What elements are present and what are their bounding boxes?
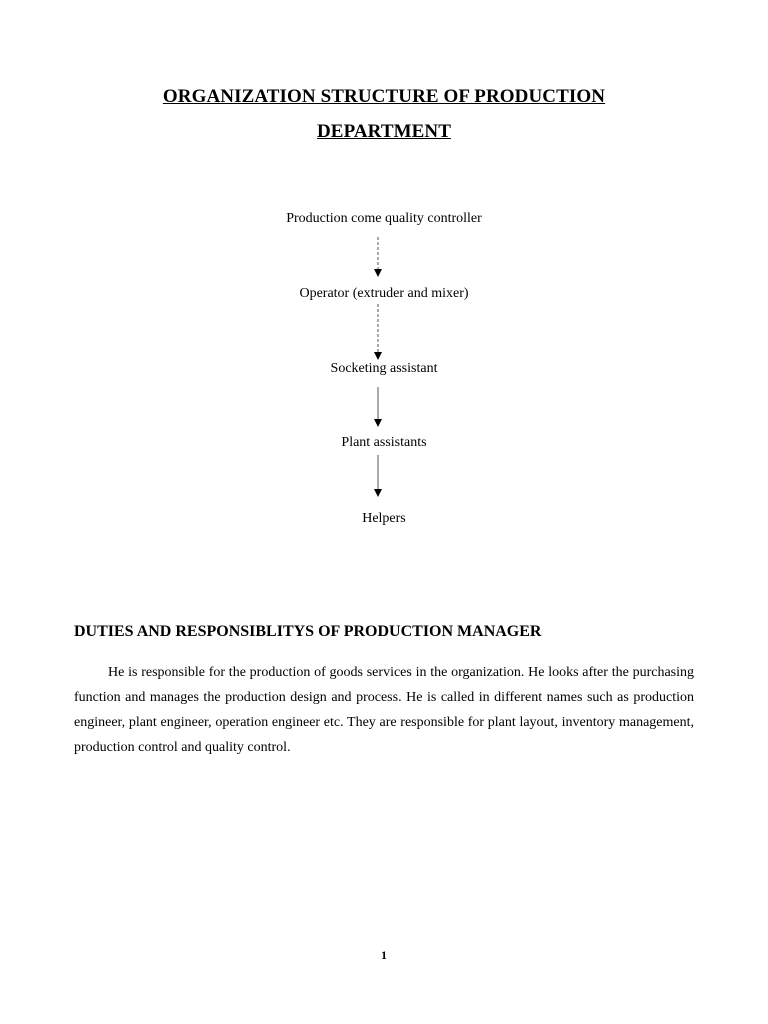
org-chart-node-operator: Operator (extruder and mixer)	[299, 286, 469, 301]
page-number: 1	[381, 948, 387, 962]
page-title-line-2: DEPARTMENT	[316, 121, 452, 142]
down-arrow-icon	[371, 455, 385, 497]
section-heading: DUTIES AND RESPONSIBLITYS OF PRODUCTION MANAGER	[74, 623, 542, 640]
org-chart-node-quality-controller: Production come quality controller	[286, 211, 482, 226]
down-arrow-icon	[371, 237, 385, 277]
org-chart-node-helpers: Helpers	[362, 511, 406, 526]
body-paragraph: He is responsible for the production of goods services in the organization. He looks after the purchasing function and manages the production design and process. He is called in different names such as production engineer, plant engineer, operation engineer etc. They are responsible for plant layout, inventory management, production control and quality control.	[74, 665, 694, 755]
page-title-line-1: ORGANIZATION STRUCTURE OF PRODUCTION	[162, 86, 606, 107]
org-chart-node-socketing-assistant: Socketing assistant	[330, 361, 438, 376]
down-arrow-icon	[371, 387, 385, 427]
org-chart-node-plant-assistants: Plant assistants	[341, 435, 427, 450]
down-arrow-icon	[371, 304, 385, 360]
